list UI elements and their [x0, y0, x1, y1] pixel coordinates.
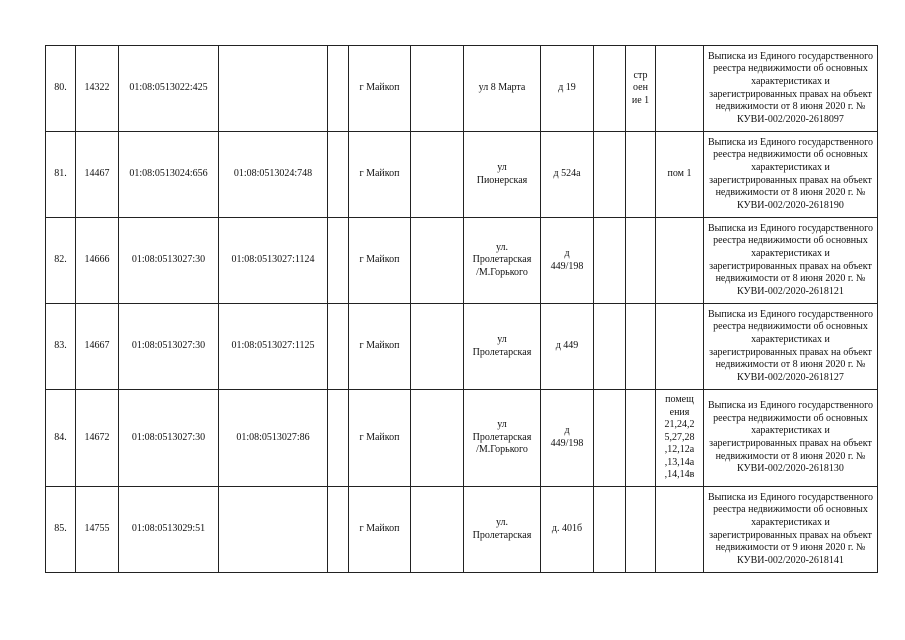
parent-cadastral-number: [219, 46, 328, 132]
building-cell: [626, 132, 656, 218]
row-number: 84.: [46, 390, 76, 487]
row-number: 83.: [46, 304, 76, 390]
parent-cadastral-number: 01:08:0513024:748: [219, 132, 328, 218]
registry-id: 14672: [76, 390, 119, 487]
empty-cell: [328, 218, 349, 304]
room-cell: [656, 487, 704, 573]
room-cell: [656, 46, 704, 132]
house-cell: д 19: [541, 46, 594, 132]
house-cell: д 449/198: [541, 218, 594, 304]
table-row: [46, 218, 878, 304]
empty-cell: [594, 390, 626, 487]
empty-cell: [411, 218, 464, 304]
cadastral-number: 01:08:0513027:30: [119, 218, 219, 304]
empty-cell: [328, 390, 349, 487]
house-cell: д 449: [541, 304, 594, 390]
city-cell: г Майкоп: [349, 487, 411, 573]
parent-cadastral-number: 01:08:0513027:1125: [219, 304, 328, 390]
empty-cell: [411, 132, 464, 218]
empty-cell: [594, 46, 626, 132]
extract-cell: Выписка из Единого государственного реестра недвижимости об основных характеристиках и зарегистрированных правах на объект недвижимости от 8 июня 2020 г. № КУВИ-002/2020-2618121: [704, 218, 878, 304]
parent-cadastral-number: 01:08:0513027:86: [219, 390, 328, 487]
extract-cell: Выписка из Единого государственного реестра недвижимости об основных характеристиках и зарегистрированных правах на объект недвижимости от 8 июня 2020 г. № КУВИ-002/2020-2618127: [704, 304, 878, 390]
cadastral-number: 01:08:0513027:30: [119, 304, 219, 390]
empty-cell: [411, 46, 464, 132]
building-cell: [626, 218, 656, 304]
empty-cell: [411, 390, 464, 487]
room-cell: помещ ения 21,24,2 5,27,28 ,12,12а ,13,14а ,14,14в: [656, 390, 704, 487]
extract-cell: Выписка из Единого государственного реестра недвижимости об основных характеристиках и зарегистрированных правах на объект недвижимости от 8 июня 2020 г. № КУВИ-002/2020-2618130: [704, 390, 878, 487]
row-number: 85.: [46, 487, 76, 573]
building-cell: стр оен ие 1: [626, 46, 656, 132]
cadastral-number: 01:08:0513024:656: [119, 132, 219, 218]
registry-id: 14755: [76, 487, 119, 573]
table-row: [46, 487, 878, 573]
city-cell: г Майкоп: [349, 218, 411, 304]
city-cell: г Майкоп: [349, 304, 411, 390]
street-cell: ул. Пролетарская: [464, 487, 541, 573]
empty-cell: [594, 487, 626, 573]
street-cell: ул Пролетарская /М.Горького: [464, 390, 541, 487]
registry-id: 14667: [76, 304, 119, 390]
empty-cell: [594, 218, 626, 304]
table-row: [46, 390, 878, 487]
table-row: [46, 46, 878, 132]
building-cell: [626, 487, 656, 573]
cadastral-number: 01:08:0513022:425: [119, 46, 219, 132]
house-cell: д 524а: [541, 132, 594, 218]
registry-id: 14467: [76, 132, 119, 218]
house-cell: д. 401б: [541, 487, 594, 573]
empty-cell: [328, 132, 349, 218]
empty-cell: [328, 304, 349, 390]
table-row: [46, 304, 878, 390]
room-cell: [656, 218, 704, 304]
room-cell: пом 1: [656, 132, 704, 218]
empty-cell: [594, 132, 626, 218]
parent-cadastral-number: 01:08:0513027:1124: [219, 218, 328, 304]
city-cell: г Майкоп: [349, 390, 411, 487]
registry-id: 14666: [76, 218, 119, 304]
empty-cell: [328, 46, 349, 132]
building-cell: [626, 304, 656, 390]
street-cell: ул Пролетарская: [464, 304, 541, 390]
cadastral-number: 01:08:0513029:51: [119, 487, 219, 573]
street-cell: ул Пионерская: [464, 132, 541, 218]
extract-cell: Выписка из Единого государственного реестра недвижимости об основных характеристиках и зарегистрированных правах на объект недвижимости от 8 июня 2020 г. № КУВИ-002/2020-2618190: [704, 132, 878, 218]
cadastral-number: 01:08:0513027:30: [119, 390, 219, 487]
table-row: [46, 132, 878, 218]
city-cell: г Майкоп: [349, 46, 411, 132]
extract-cell: Выписка из Единого государственного реестра недвижимости об основных характеристиках и зарегистрированных правах на объект недвижимости от 9 июня 2020 г. № КУВИ-002/2020-2618141: [704, 487, 878, 573]
empty-cell: [594, 304, 626, 390]
row-number: 81.: [46, 132, 76, 218]
house-cell: д 449/198: [541, 390, 594, 487]
registry-table: [45, 45, 878, 573]
room-cell: [656, 304, 704, 390]
street-cell: ул. Пролетарская /М.Горького: [464, 218, 541, 304]
empty-cell: [328, 487, 349, 573]
empty-cell: [411, 487, 464, 573]
extract-cell: Выписка из Единого государственного реестра недвижимости об основных характеристиках и зарегистрированных правах на объект недвижимости от 8 июня 2020 г. № КУВИ-002/2020-2618097: [704, 46, 878, 132]
city-cell: г Майкоп: [349, 132, 411, 218]
street-cell: ул 8 Марта: [464, 46, 541, 132]
empty-cell: [411, 304, 464, 390]
building-cell: [626, 390, 656, 487]
row-number: 82.: [46, 218, 76, 304]
row-number: 80.: [46, 46, 76, 132]
registry-id: 14322: [76, 46, 119, 132]
parent-cadastral-number: [219, 487, 328, 573]
